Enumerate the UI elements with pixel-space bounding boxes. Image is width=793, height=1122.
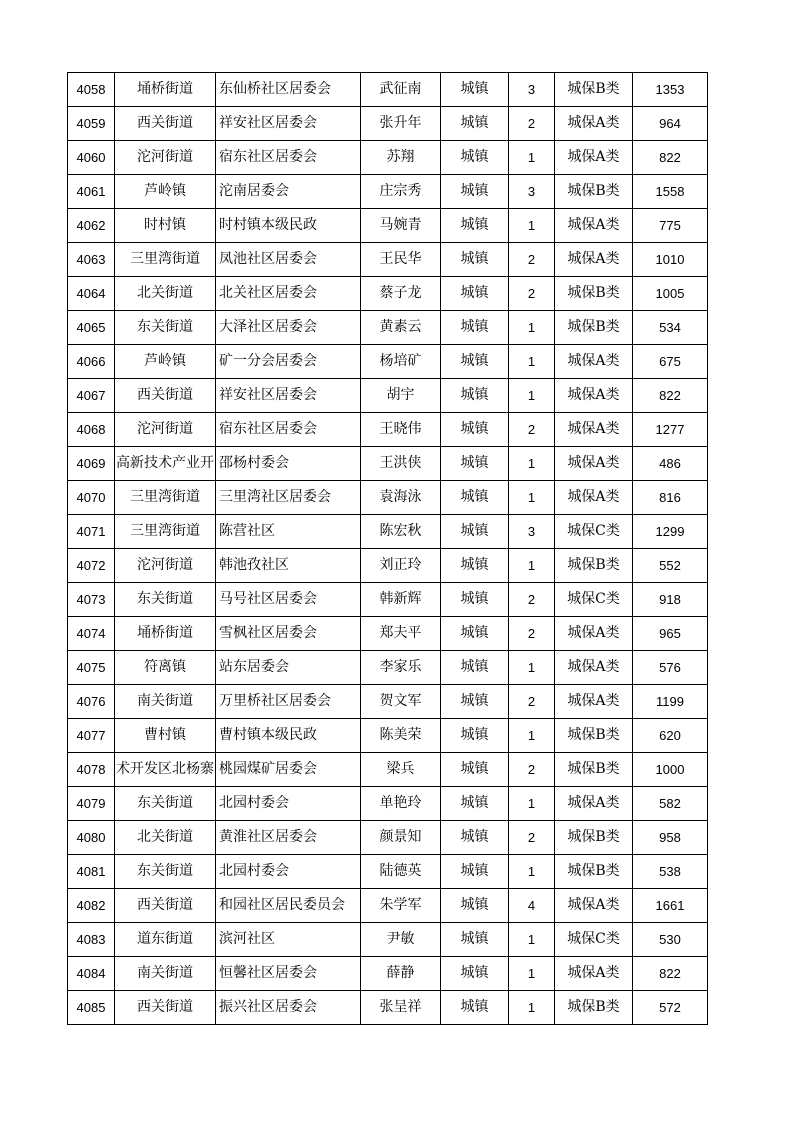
area-type-cell: 城镇 bbox=[441, 549, 509, 583]
street-cell: 沱河街道 bbox=[115, 141, 216, 175]
record-id-cell: 4075 bbox=[68, 651, 115, 685]
committee-cell: 沱南居委会 bbox=[216, 175, 361, 209]
household-size-cell: 2 bbox=[509, 243, 555, 277]
name-cell: 朱学军 bbox=[361, 889, 441, 923]
street-cell: 术开发区北杨寨 bbox=[115, 753, 216, 787]
category-cell: 城保A类 bbox=[555, 243, 633, 277]
amount-cell: 1661 bbox=[633, 889, 708, 923]
committee-cell: 振兴社区居委会 bbox=[216, 991, 361, 1025]
committee-cell: 矿一分会居委会 bbox=[216, 345, 361, 379]
record-id-cell: 4079 bbox=[68, 787, 115, 821]
record-id-cell: 4061 bbox=[68, 175, 115, 209]
street-cell: 埇桥街道 bbox=[115, 617, 216, 651]
household-size-cell: 2 bbox=[509, 617, 555, 651]
area-type-cell: 城镇 bbox=[441, 277, 509, 311]
name-cell: 薛静 bbox=[361, 957, 441, 991]
amount-cell: 1277 bbox=[633, 413, 708, 447]
record-id-cell: 4062 bbox=[68, 209, 115, 243]
household-size-cell: 1 bbox=[509, 141, 555, 175]
household-size-cell: 4 bbox=[509, 889, 555, 923]
committee-cell: 曹村镇本级民政 bbox=[216, 719, 361, 753]
record-id-cell: 4063 bbox=[68, 243, 115, 277]
household-size-cell: 1 bbox=[509, 957, 555, 991]
category-cell: 城保A类 bbox=[555, 957, 633, 991]
table-row bbox=[68, 515, 708, 549]
street-cell: 西关街道 bbox=[115, 107, 216, 141]
street-cell: 南关街道 bbox=[115, 957, 216, 991]
category-cell: 城保C类 bbox=[555, 583, 633, 617]
category-cell: 城保A类 bbox=[555, 141, 633, 175]
committee-cell: 韩池孜社区 bbox=[216, 549, 361, 583]
household-size-cell: 1 bbox=[509, 481, 555, 515]
table-row bbox=[68, 73, 708, 107]
name-cell: 马婉青 bbox=[361, 209, 441, 243]
amount-cell: 1353 bbox=[633, 73, 708, 107]
amount-cell: 1000 bbox=[633, 753, 708, 787]
household-size-cell: 2 bbox=[509, 583, 555, 617]
committee-cell: 北园村委会 bbox=[216, 787, 361, 821]
amount-cell: 822 bbox=[633, 141, 708, 175]
committee-cell: 站东居委会 bbox=[216, 651, 361, 685]
table-row bbox=[68, 651, 708, 685]
street-cell: 东关街道 bbox=[115, 583, 216, 617]
record-id-cell: 4059 bbox=[68, 107, 115, 141]
name-cell: 单艳玲 bbox=[361, 787, 441, 821]
area-type-cell: 城镇 bbox=[441, 73, 509, 107]
committee-cell: 滨河社区 bbox=[216, 923, 361, 957]
name-cell: 陈美荣 bbox=[361, 719, 441, 753]
category-cell: 城保A类 bbox=[555, 209, 633, 243]
category-cell: 城保B类 bbox=[555, 991, 633, 1025]
name-cell: 贺文军 bbox=[361, 685, 441, 719]
household-size-cell: 1 bbox=[509, 991, 555, 1025]
area-type-cell: 城镇 bbox=[441, 617, 509, 651]
household-size-cell: 1 bbox=[509, 379, 555, 413]
street-cell: 时村镇 bbox=[115, 209, 216, 243]
household-size-cell: 1 bbox=[509, 311, 555, 345]
table-row bbox=[68, 379, 708, 413]
name-cell: 张升年 bbox=[361, 107, 441, 141]
amount-cell: 572 bbox=[633, 991, 708, 1025]
area-type-cell: 城镇 bbox=[441, 957, 509, 991]
name-cell: 蔡子龙 bbox=[361, 277, 441, 311]
record-id-cell: 4074 bbox=[68, 617, 115, 651]
amount-cell: 552 bbox=[633, 549, 708, 583]
table-row bbox=[68, 481, 708, 515]
street-cell: 西关街道 bbox=[115, 379, 216, 413]
name-cell: 庄宗秀 bbox=[361, 175, 441, 209]
amount-cell: 1199 bbox=[633, 685, 708, 719]
household-size-cell: 2 bbox=[509, 107, 555, 141]
street-cell: 沱河街道 bbox=[115, 413, 216, 447]
name-cell: 黄素云 bbox=[361, 311, 441, 345]
street-cell: 三里湾街道 bbox=[115, 243, 216, 277]
name-cell: 刘正玲 bbox=[361, 549, 441, 583]
household-size-cell: 3 bbox=[509, 175, 555, 209]
area-type-cell: 城镇 bbox=[441, 889, 509, 923]
record-id-cell: 4085 bbox=[68, 991, 115, 1025]
area-type-cell: 城镇 bbox=[441, 311, 509, 345]
table-row bbox=[68, 957, 708, 991]
category-cell: 城保B类 bbox=[555, 719, 633, 753]
amount-cell: 918 bbox=[633, 583, 708, 617]
area-type-cell: 城镇 bbox=[441, 923, 509, 957]
category-cell: 城保B类 bbox=[555, 73, 633, 107]
street-cell: 高新技术产业开 bbox=[115, 447, 216, 481]
name-cell: 杨培矿 bbox=[361, 345, 441, 379]
area-type-cell: 城镇 bbox=[441, 719, 509, 753]
category-cell: 城保B类 bbox=[555, 311, 633, 345]
area-type-cell: 城镇 bbox=[441, 855, 509, 889]
category-cell: 城保B类 bbox=[555, 549, 633, 583]
committee-cell: 和园社区居民委员会 bbox=[216, 889, 361, 923]
amount-cell: 822 bbox=[633, 957, 708, 991]
street-cell: 埇桥街道 bbox=[115, 73, 216, 107]
area-type-cell: 城镇 bbox=[441, 821, 509, 855]
name-cell: 韩新辉 bbox=[361, 583, 441, 617]
area-type-cell: 城镇 bbox=[441, 175, 509, 209]
records-table bbox=[67, 72, 708, 1025]
amount-cell: 964 bbox=[633, 107, 708, 141]
amount-cell: 775 bbox=[633, 209, 708, 243]
record-id-cell: 4071 bbox=[68, 515, 115, 549]
committee-cell: 万里桥社区居委会 bbox=[216, 685, 361, 719]
committee-cell: 祥安社区居委会 bbox=[216, 107, 361, 141]
area-type-cell: 城镇 bbox=[441, 583, 509, 617]
name-cell: 郑夫平 bbox=[361, 617, 441, 651]
amount-cell: 620 bbox=[633, 719, 708, 753]
category-cell: 城保B类 bbox=[555, 175, 633, 209]
area-type-cell: 城镇 bbox=[441, 379, 509, 413]
street-cell: 西关街道 bbox=[115, 991, 216, 1025]
records-table-body bbox=[68, 73, 708, 1025]
household-size-cell: 1 bbox=[509, 787, 555, 821]
table-row bbox=[68, 141, 708, 175]
amount-cell: 486 bbox=[633, 447, 708, 481]
category-cell: 城保A类 bbox=[555, 447, 633, 481]
committee-cell: 雪枫社区居委会 bbox=[216, 617, 361, 651]
area-type-cell: 城镇 bbox=[441, 345, 509, 379]
category-cell: 城保C类 bbox=[555, 923, 633, 957]
table-row bbox=[68, 447, 708, 481]
record-id-cell: 4066 bbox=[68, 345, 115, 379]
table-row bbox=[68, 617, 708, 651]
street-cell: 沱河街道 bbox=[115, 549, 216, 583]
name-cell: 胡宇 bbox=[361, 379, 441, 413]
area-type-cell: 城镇 bbox=[441, 651, 509, 685]
street-cell: 北关街道 bbox=[115, 277, 216, 311]
category-cell: 城保A类 bbox=[555, 107, 633, 141]
committee-cell: 北关社区居委会 bbox=[216, 277, 361, 311]
household-size-cell: 1 bbox=[509, 855, 555, 889]
table-row bbox=[68, 583, 708, 617]
table-row bbox=[68, 685, 708, 719]
area-type-cell: 城镇 bbox=[441, 209, 509, 243]
name-cell: 王晓伟 bbox=[361, 413, 441, 447]
street-cell: 曹村镇 bbox=[115, 719, 216, 753]
table-row bbox=[68, 889, 708, 923]
category-cell: 城保A类 bbox=[555, 413, 633, 447]
table-row bbox=[68, 991, 708, 1025]
category-cell: 城保B类 bbox=[555, 753, 633, 787]
committee-cell: 时村镇本级民政 bbox=[216, 209, 361, 243]
amount-cell: 1005 bbox=[633, 277, 708, 311]
street-cell: 西关街道 bbox=[115, 889, 216, 923]
area-type-cell: 城镇 bbox=[441, 991, 509, 1025]
record-id-cell: 4060 bbox=[68, 141, 115, 175]
household-size-cell: 1 bbox=[509, 209, 555, 243]
area-type-cell: 城镇 bbox=[441, 787, 509, 821]
table-row bbox=[68, 549, 708, 583]
household-size-cell: 1 bbox=[509, 345, 555, 379]
area-type-cell: 城镇 bbox=[441, 413, 509, 447]
record-id-cell: 4080 bbox=[68, 821, 115, 855]
category-cell: 城保B类 bbox=[555, 277, 633, 311]
street-cell: 芦岭镇 bbox=[115, 345, 216, 379]
table-row bbox=[68, 277, 708, 311]
amount-cell: 816 bbox=[633, 481, 708, 515]
record-id-cell: 4058 bbox=[68, 73, 115, 107]
table-row bbox=[68, 413, 708, 447]
record-id-cell: 4073 bbox=[68, 583, 115, 617]
street-cell: 芦岭镇 bbox=[115, 175, 216, 209]
record-id-cell: 4069 bbox=[68, 447, 115, 481]
committee-cell: 凤池社区居委会 bbox=[216, 243, 361, 277]
committee-cell: 祥安社区居委会 bbox=[216, 379, 361, 413]
name-cell: 袁海泳 bbox=[361, 481, 441, 515]
household-size-cell: 2 bbox=[509, 685, 555, 719]
category-cell: 城保A类 bbox=[555, 787, 633, 821]
amount-cell: 534 bbox=[633, 311, 708, 345]
name-cell: 张呈祥 bbox=[361, 991, 441, 1025]
area-type-cell: 城镇 bbox=[441, 481, 509, 515]
record-id-cell: 4067 bbox=[68, 379, 115, 413]
category-cell: 城保A类 bbox=[555, 889, 633, 923]
household-size-cell: 2 bbox=[509, 413, 555, 447]
record-id-cell: 4068 bbox=[68, 413, 115, 447]
committee-cell: 桃园煤矿居委会 bbox=[216, 753, 361, 787]
amount-cell: 530 bbox=[633, 923, 708, 957]
committee-cell: 邵杨村委会 bbox=[216, 447, 361, 481]
amount-cell: 1299 bbox=[633, 515, 708, 549]
committee-cell: 宿东社区居委会 bbox=[216, 141, 361, 175]
area-type-cell: 城镇 bbox=[441, 515, 509, 549]
category-cell: 城保C类 bbox=[555, 515, 633, 549]
record-id-cell: 4084 bbox=[68, 957, 115, 991]
category-cell: 城保B类 bbox=[555, 855, 633, 889]
table-row bbox=[68, 345, 708, 379]
amount-cell: 675 bbox=[633, 345, 708, 379]
table-row bbox=[68, 719, 708, 753]
category-cell: 城保A类 bbox=[555, 685, 633, 719]
name-cell: 尹敏 bbox=[361, 923, 441, 957]
area-type-cell: 城镇 bbox=[441, 753, 509, 787]
table-row bbox=[68, 787, 708, 821]
category-cell: 城保A类 bbox=[555, 345, 633, 379]
name-cell: 陈宏秋 bbox=[361, 515, 441, 549]
committee-cell: 北园村委会 bbox=[216, 855, 361, 889]
area-type-cell: 城镇 bbox=[441, 447, 509, 481]
area-type-cell: 城镇 bbox=[441, 141, 509, 175]
street-cell: 三里湾街道 bbox=[115, 481, 216, 515]
record-id-cell: 4078 bbox=[68, 753, 115, 787]
record-id-cell: 4083 bbox=[68, 923, 115, 957]
amount-cell: 576 bbox=[633, 651, 708, 685]
committee-cell: 大泽社区居委会 bbox=[216, 311, 361, 345]
household-size-cell: 1 bbox=[509, 651, 555, 685]
name-cell: 颜景知 bbox=[361, 821, 441, 855]
record-id-cell: 4070 bbox=[68, 481, 115, 515]
amount-cell: 822 bbox=[633, 379, 708, 413]
name-cell: 王洪侠 bbox=[361, 447, 441, 481]
table-row bbox=[68, 243, 708, 277]
area-type-cell: 城镇 bbox=[441, 685, 509, 719]
record-id-cell: 4072 bbox=[68, 549, 115, 583]
household-size-cell: 1 bbox=[509, 719, 555, 753]
household-size-cell: 3 bbox=[509, 515, 555, 549]
committee-cell: 黄淮社区居委会 bbox=[216, 821, 361, 855]
committee-cell: 陈营社区 bbox=[216, 515, 361, 549]
area-type-cell: 城镇 bbox=[441, 243, 509, 277]
record-id-cell: 4082 bbox=[68, 889, 115, 923]
category-cell: 城保A类 bbox=[555, 379, 633, 413]
record-id-cell: 4077 bbox=[68, 719, 115, 753]
amount-cell: 582 bbox=[633, 787, 708, 821]
amount-cell: 965 bbox=[633, 617, 708, 651]
name-cell: 陆德英 bbox=[361, 855, 441, 889]
name-cell: 李家乐 bbox=[361, 651, 441, 685]
area-type-cell: 城镇 bbox=[441, 107, 509, 141]
street-cell: 北关街道 bbox=[115, 821, 216, 855]
street-cell: 道东街道 bbox=[115, 923, 216, 957]
street-cell: 东关街道 bbox=[115, 311, 216, 345]
committee-cell: 宿东社区居委会 bbox=[216, 413, 361, 447]
amount-cell: 958 bbox=[633, 821, 708, 855]
amount-cell: 538 bbox=[633, 855, 708, 889]
household-size-cell: 3 bbox=[509, 73, 555, 107]
street-cell: 东关街道 bbox=[115, 855, 216, 889]
name-cell: 苏翔 bbox=[361, 141, 441, 175]
name-cell: 武征南 bbox=[361, 73, 441, 107]
table-row bbox=[68, 923, 708, 957]
table-row bbox=[68, 753, 708, 787]
table-row bbox=[68, 209, 708, 243]
household-size-cell: 1 bbox=[509, 447, 555, 481]
table-row bbox=[68, 821, 708, 855]
household-size-cell: 2 bbox=[509, 753, 555, 787]
household-size-cell: 2 bbox=[509, 277, 555, 311]
category-cell: 城保A类 bbox=[555, 481, 633, 515]
category-cell: 城保A类 bbox=[555, 651, 633, 685]
record-id-cell: 4064 bbox=[68, 277, 115, 311]
street-cell: 三里湾街道 bbox=[115, 515, 216, 549]
committee-cell: 恒馨社区居委会 bbox=[216, 957, 361, 991]
committee-cell: 马号社区居委会 bbox=[216, 583, 361, 617]
table-row bbox=[68, 107, 708, 141]
table-row bbox=[68, 855, 708, 889]
record-id-cell: 4081 bbox=[68, 855, 115, 889]
category-cell: 城保B类 bbox=[555, 821, 633, 855]
committee-cell: 东仙桥社区居委会 bbox=[216, 73, 361, 107]
street-cell: 东关街道 bbox=[115, 787, 216, 821]
amount-cell: 1558 bbox=[633, 175, 708, 209]
record-id-cell: 4076 bbox=[68, 685, 115, 719]
household-size-cell: 1 bbox=[509, 549, 555, 583]
category-cell: 城保A类 bbox=[555, 617, 633, 651]
table-row bbox=[68, 175, 708, 209]
record-id-cell: 4065 bbox=[68, 311, 115, 345]
committee-cell: 三里湾社区居委会 bbox=[216, 481, 361, 515]
household-size-cell: 2 bbox=[509, 821, 555, 855]
amount-cell: 1010 bbox=[633, 243, 708, 277]
household-size-cell: 1 bbox=[509, 923, 555, 957]
name-cell: 梁兵 bbox=[361, 753, 441, 787]
street-cell: 南关街道 bbox=[115, 685, 216, 719]
street-cell: 符离镇 bbox=[115, 651, 216, 685]
table-row bbox=[68, 311, 708, 345]
name-cell: 王民华 bbox=[361, 243, 441, 277]
